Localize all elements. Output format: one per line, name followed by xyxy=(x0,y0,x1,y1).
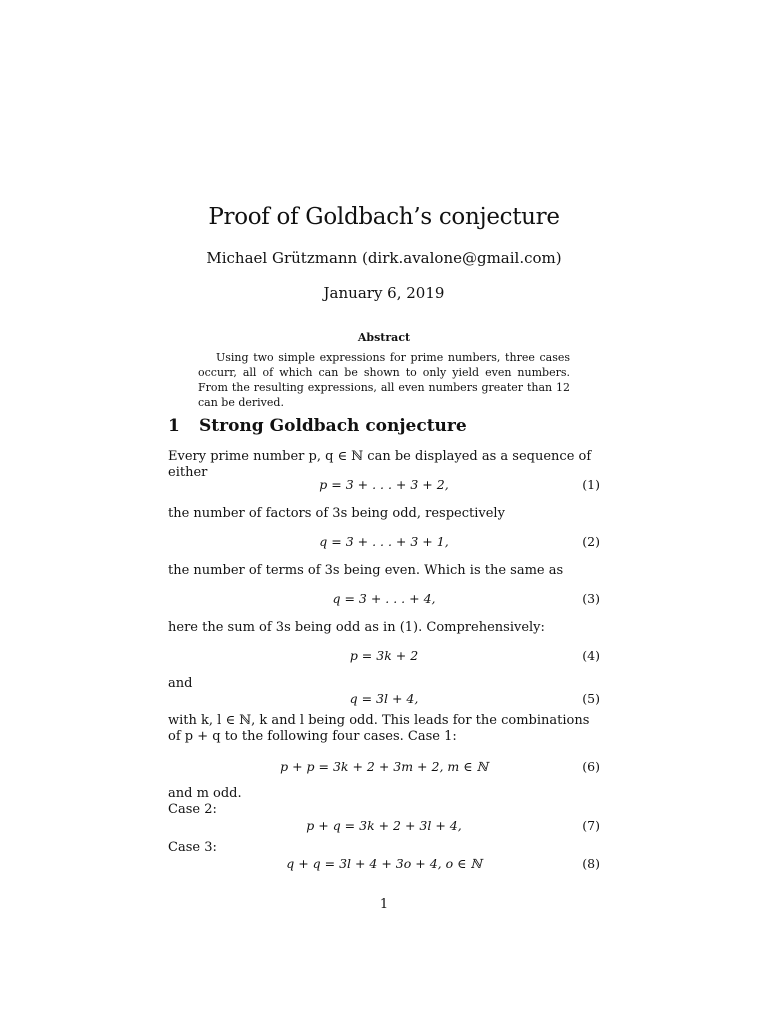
paragraph: and m odd. xyxy=(168,786,242,801)
equation-7 xyxy=(168,818,600,836)
page-number: 1 xyxy=(379,897,389,912)
equation-5 xyxy=(168,691,600,709)
equation-4 xyxy=(168,648,600,666)
equation-number: (2) xyxy=(582,534,600,549)
section-number: 1 xyxy=(168,416,180,436)
equation-expression: p = 3k + 2 xyxy=(349,648,419,663)
paragraph: Every prime number p, q ∈ ℕ can be displayed as a sequence of either xyxy=(168,449,592,480)
equation-expression: q = 3l + 4, xyxy=(349,691,419,706)
equation-number: (4) xyxy=(582,648,600,663)
equation-expression: q = 3 + . . . + 4, xyxy=(332,591,436,606)
section-title: Strong Goldbach conjecture xyxy=(199,416,467,436)
section-heading xyxy=(168,416,467,436)
equation-number: (8) xyxy=(582,856,600,871)
paper-date: January 6, 2019 xyxy=(323,284,445,302)
equation-1 xyxy=(168,477,600,495)
equation-expression: p + p = 3k + 2 + 3m + 2, m ∈ ℕ xyxy=(280,759,488,774)
author-line: Michael Grützmann (dirk.avalone@gmail.com) xyxy=(206,249,562,267)
equation-number: (3) xyxy=(582,591,600,606)
equation-6 xyxy=(168,759,600,777)
paragraph: the number of factors of 3s being odd, respectively xyxy=(168,506,505,521)
equation-expression: p + q = 3k + 2 + 3l + 4, xyxy=(306,818,462,833)
paragraph: with k, l ∈ ℕ, k and l being odd. This leads for the combinations of p + q to the following four cases. Case 1: xyxy=(168,713,590,744)
paragraph: Case 3: xyxy=(168,840,217,855)
paragraph: and xyxy=(168,676,193,691)
abstract-heading: Abstract xyxy=(357,331,411,344)
equation-expression: q + q = 3l + 4 + 3o + 4, o ∈ ℕ xyxy=(286,856,482,871)
equation-number: (1) xyxy=(582,477,600,492)
equation-number: (5) xyxy=(582,691,600,706)
equation-8 xyxy=(168,856,600,874)
paragraph: Case 2: xyxy=(168,802,217,817)
equation-expression: p = 3 + . . . + 3 + 2, xyxy=(319,477,449,492)
paragraph: here the sum of 3s being odd as in (1). Comprehensively: xyxy=(168,620,545,635)
equation-number: (7) xyxy=(582,818,600,833)
abstract-text: Using two simple expressions for prime numbers, three cases occurr, all of which can be shown to only yield even numbers. From the resulting expressions, all even numbers greater than 12 can be derived. xyxy=(198,351,570,409)
equation-3 xyxy=(168,591,600,609)
equation-expression: q = 3 + . . . + 3 + 1, xyxy=(319,534,449,549)
equation-2 xyxy=(168,534,600,552)
equation-number: (6) xyxy=(582,759,600,774)
paragraph: the number of terms of 3s being even. Which is the same as xyxy=(168,563,564,578)
paper-title: Proof of Goldbach’s conjecture xyxy=(208,204,560,230)
